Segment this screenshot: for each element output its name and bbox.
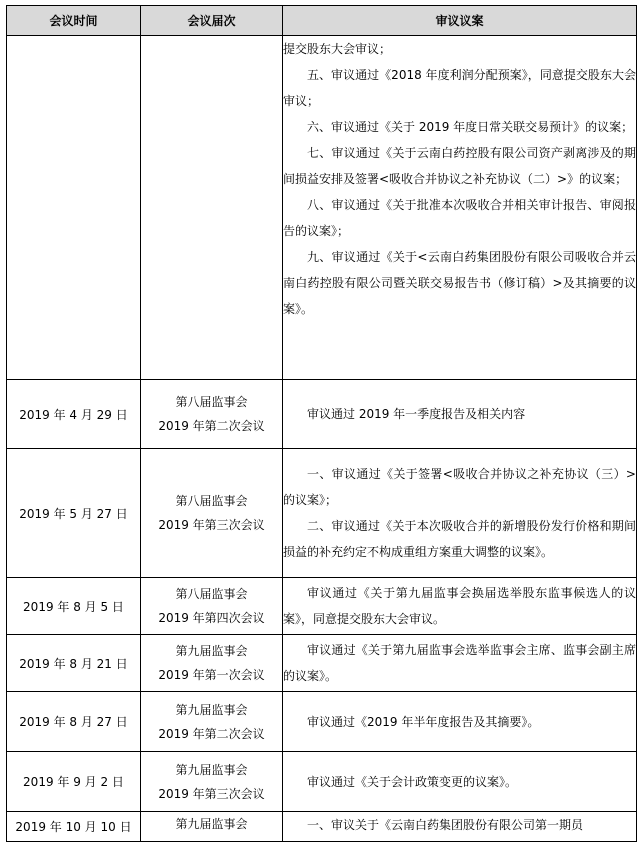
proposal-cell (283, 692, 637, 752)
meeting-session (141, 36, 283, 380)
meeting-session (141, 692, 283, 752)
header-meeting-session: 会议届次 (141, 6, 283, 36)
table-row (7, 752, 637, 812)
proposal-item: 提交股东大会审议； (283, 42, 392, 56)
proposal-cell (283, 449, 637, 578)
proposal-cell (283, 752, 637, 812)
header-meeting-time: 会议时间 (7, 6, 141, 36)
meeting-session (141, 449, 283, 578)
table-row (7, 36, 637, 380)
table-row (7, 380, 637, 449)
session-line: 第九届监事会 (175, 644, 248, 658)
session-line: 2019 年第二次会议 (158, 419, 265, 433)
session-line: 第九届监事会 (175, 702, 248, 717)
meeting-session (141, 752, 283, 812)
proposal-item: 二、审议通过《关于本次吸收合并的新增股份发行价格和期间损益的补充约定不构成重组方案重大调整的议案》。 (283, 519, 636, 559)
meeting-date (7, 36, 141, 380)
session-line: 第九届监事会 (175, 762, 248, 777)
proposal-item: 五、审议通过《2018 年度利润分配预案》，同意提交股东大会审议； (283, 68, 636, 108)
table-row (7, 635, 637, 692)
meeting-session (141, 578, 283, 635)
session-line: 2019 年第三次会议 (158, 518, 265, 532)
proposal-cell (283, 635, 637, 692)
proposal-item: 审议通过《关于会计政策变更的议案》。 (307, 774, 518, 789)
proposal-item: 八、审议通过《关于批准本次吸收合并相关审计报告、审阅报告的议案》； (283, 198, 636, 238)
session-line: 第八届监事会 (175, 587, 248, 601)
meeting-session (141, 812, 283, 842)
meeting-date: 2019 年 4 月 29 日 (7, 380, 141, 449)
table-row (7, 578, 637, 635)
session-line: 2019 年第三次会议 (158, 786, 265, 801)
session-line: 第八届监事会 (175, 494, 248, 508)
session-line: 2019 年第二次会议 (158, 726, 265, 741)
header-proposals: 审议议案 (283, 6, 637, 36)
proposal-item: 七、审议通过《关于云南白药控股有限公司资产剥离涉及的期间损益安排及签署<吸收合并协议之补充协议（二）>》的议案； (283, 146, 636, 186)
proposal-item: 审议通过《关于第九届监事会选举监事会主席、监事会副主席的议案》。 (283, 643, 636, 683)
meeting-date: 2019 年 9 月 2 日 (7, 752, 141, 812)
meeting-date: 2019 年 8 月 27 日 (7, 692, 141, 752)
proposal-item: 审议通过《关于第九届监事会换届选举股东监事候选人的议案》，同意提交股东大会审议。 (283, 586, 636, 626)
session-line: 第八届监事会 (175, 395, 248, 409)
proposal-cell (283, 380, 637, 449)
meeting-date: 2019 年 5 月 27 日 (7, 449, 141, 578)
proposal-cell (283, 578, 637, 635)
session-line: 2019 年第四次会议 (158, 611, 265, 625)
proposal-item: 一、审议关于《云南白药集团股份有限公司第一期员 (307, 818, 584, 832)
table-row (7, 692, 637, 752)
proposal-item: 审议通过《2019 年半年度报告及其摘要》。 (307, 714, 540, 729)
table-row (7, 449, 637, 578)
proposal-item: 一、审议通过《关于签署<吸收合并协议之补充协议（三）>的议案》； (283, 467, 636, 507)
meeting-date: 2019 年 10 月 10 日 (7, 812, 141, 842)
proposal-item: 六、审议通过《关于 2019 年度日常关联交易预计》的议案； (307, 120, 634, 134)
meeting-date: 2019 年 8 月 21 日 (7, 635, 141, 692)
proposal-cell (283, 36, 637, 380)
meeting-session (141, 380, 283, 449)
proposal-item: 审议通过 2019 年一季度报告及相关内容 (307, 407, 526, 421)
table-header-row (7, 6, 637, 36)
meeting-table (6, 5, 637, 842)
meeting-date: 2019 年 8 月 5 日 (7, 578, 141, 635)
session-line: 第九届监事会 (175, 817, 248, 831)
proposal-cell (283, 812, 637, 842)
proposal-item: 九、审议通过《关于<云南白药集团股份有限公司吸收合并云南白药控股有限公司暨关联交易报告书（修订稿）>及其摘要的议案》。 (283, 250, 636, 316)
session-line: 2019 年第一次会议 (158, 668, 265, 682)
table-row (7, 812, 637, 842)
meeting-session (141, 635, 283, 692)
